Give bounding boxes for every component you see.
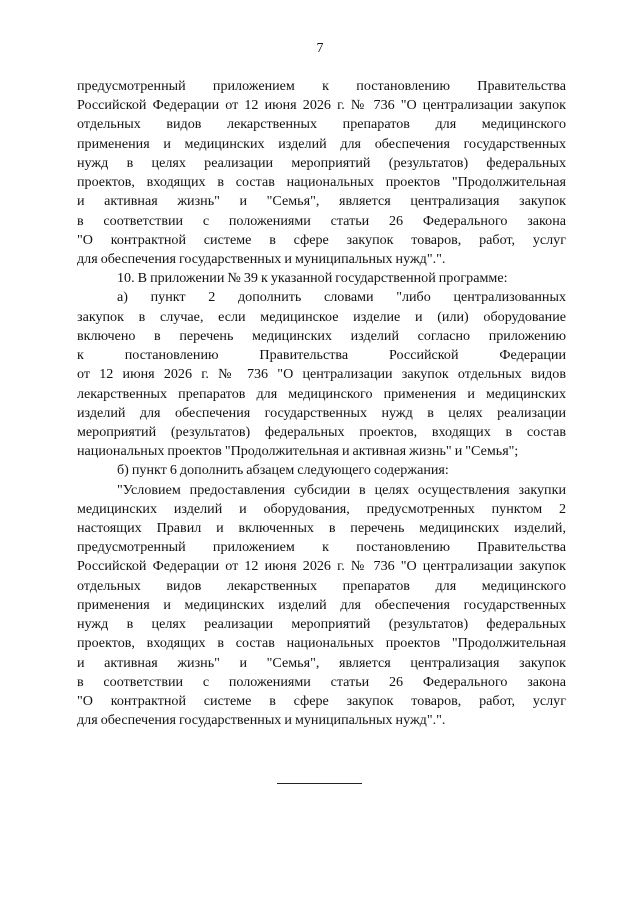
text-line: Российской Федерации от 12 июня 2026 г. № 736 "О централизации закупок [77,97,566,114]
paragraph-10-heading: 10. В приложении № 39 к указанной государственной программе: [117,270,508,287]
text-line: в соответствии с положениями статьи 26 Федерального закона [77,212,566,229]
text-line: "О контрактной системе в сфере закупок товаров, работ, услуг [77,231,566,248]
text-line: Российской Федерации от 12 июня 2026 г. № 736 "О централизации закупок [77,558,566,575]
text-line: "О контрактной системе в сфере закупок товаров, работ, услуг [77,693,566,709]
text-line: нужд в целях реализации мероприятий (результатов) федеральных [77,154,566,171]
page-number: 7 [316,41,324,56]
end-divider [277,783,362,784]
text-line: проектов, входящих в состав национальных проектов "Продолжительная [77,174,566,191]
document-body [77,77,566,730]
text-line: для обеспечения государственных и муниципальных нужд".". [77,712,446,729]
subpoint-b-line: б) пункт 6 дополнить абзацем следующего содержания: [117,462,449,479]
text-line: от 12 июня 2026 г. № 736 "О централизации закупок отдельных видов [77,366,566,383]
text-line: предусмотренный приложением к постановлению Правительства [77,78,566,94]
text-line: нужд в целях реализации мероприятий (результатов) федеральных [77,616,566,633]
text-line: включено в перечень медицинских изделий согласно приложению [77,327,566,344]
text-line: изделий для обеспечения государственных нужд в целях реализации [77,404,566,421]
quoted-paragraph-line: "Условием предоставления субсидии в целях осуществления закупки [117,481,566,498]
text-line: применения и медицинских изделий для обеспечения государственных [77,135,566,152]
text-line: для обеспечения государственных и муниципальных нужд".". [77,250,446,267]
subpoint-a-line: а) пункт 2 дополнить словами "либо централизованных [117,289,566,306]
text-line: лекарственных препаратов для медицинского применения и медицинских [77,385,566,402]
text-line: отдельных видов лекарственных препаратов для медицинского [77,116,566,133]
text-line: медицинских изделий и оборудования, предусмотренных пунктом 2 [77,500,566,517]
text-line: отдельных видов лекарственных препаратов для медицинского [77,577,566,594]
text-line: предусмотренный приложением к постановлению Правительства [77,539,566,556]
text-line: применения и медицинских изделий для обеспечения государственных [77,596,566,613]
text-line: мероприятий (результатов) федеральных проектов, входящих в состав [77,423,566,440]
text-line: к постановлению Правительства Российской Федерации [77,347,566,364]
text-line: проектов, входящих в состав национальных проектов "Продолжительная [77,635,566,652]
text-line: и активная жизнь" и "Семья", является централизация закупок [77,654,566,671]
text-line: национальных проектов "Продолжительная и активная жизнь" и "Семья"; [77,443,519,460]
text-line: настоящих Правил и включенных в перечень медицинских изделий, [77,520,566,537]
text-line: и активная жизнь" и "Семья", является централизация закупок [77,193,566,210]
text-line: в соответствии с положениями статьи 26 Федерального закона [77,673,566,690]
text-line: закупок в случае, если медицинское изделие и (или) оборудование [77,308,566,325]
